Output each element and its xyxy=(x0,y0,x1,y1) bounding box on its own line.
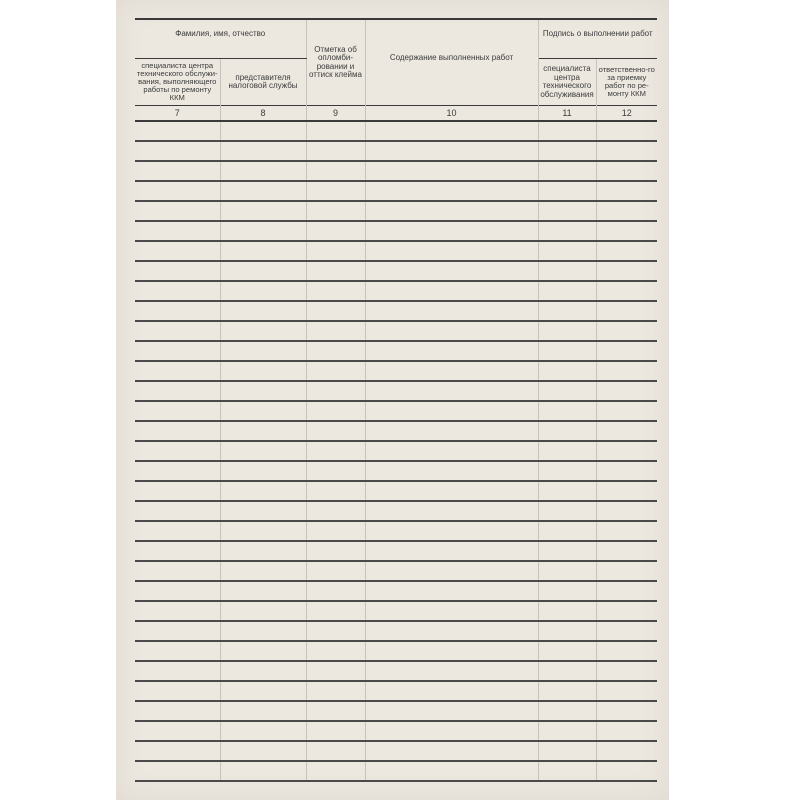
table-cell xyxy=(365,361,538,381)
table-cell xyxy=(538,701,596,721)
table-row xyxy=(135,301,657,321)
acceptor-signature-header: ответственно-го за приемку работ по ре-монту ККМ xyxy=(596,59,657,106)
table-cell xyxy=(220,121,306,141)
table-row xyxy=(135,261,657,281)
table-cell xyxy=(365,421,538,441)
table-cell xyxy=(135,661,220,681)
table-cell xyxy=(538,161,596,181)
table-cell xyxy=(596,561,657,581)
table-cell xyxy=(135,141,220,161)
table-row xyxy=(135,601,657,621)
table-cell xyxy=(220,561,306,581)
table-cell xyxy=(135,361,220,381)
repair-log-table xyxy=(135,18,657,782)
table-cell xyxy=(596,581,657,601)
table-cell xyxy=(135,761,220,781)
table-row xyxy=(135,681,657,701)
table-cell xyxy=(135,321,220,341)
table-cell xyxy=(538,681,596,701)
table-cell xyxy=(135,421,220,441)
table-cell xyxy=(365,681,538,701)
table-cell xyxy=(596,361,657,381)
table-row xyxy=(135,281,657,301)
table-cell xyxy=(220,421,306,441)
table-cell xyxy=(306,441,365,461)
table-cell xyxy=(306,461,365,481)
table-cell xyxy=(596,141,657,161)
column-number: 11 xyxy=(538,106,596,122)
table-row xyxy=(135,181,657,201)
table-cell xyxy=(365,561,538,581)
table-cell xyxy=(365,121,538,141)
table-cell xyxy=(306,661,365,681)
table-cell xyxy=(220,601,306,621)
table-cell xyxy=(306,421,365,441)
table-cell xyxy=(135,581,220,601)
table-cell xyxy=(306,681,365,701)
table-cell xyxy=(596,121,657,141)
table-cell xyxy=(596,161,657,181)
table-cell xyxy=(538,301,596,321)
table-cell xyxy=(135,721,220,741)
table-cell xyxy=(220,181,306,201)
table-cell xyxy=(365,621,538,641)
table-row xyxy=(135,561,657,581)
table-cell xyxy=(538,261,596,281)
table-cell xyxy=(135,181,220,201)
column-number: 8 xyxy=(220,106,306,122)
table-cell xyxy=(135,461,220,481)
table-cell xyxy=(365,341,538,361)
table-cell xyxy=(365,441,538,461)
table-cell xyxy=(306,261,365,281)
table-cell xyxy=(220,301,306,321)
table-cell xyxy=(596,721,657,741)
table-cell xyxy=(596,221,657,241)
table-cell xyxy=(365,721,538,741)
table-cell xyxy=(596,401,657,421)
signature-group-header: Подпись о выполнении работ xyxy=(538,19,657,59)
table-cell xyxy=(220,321,306,341)
table-cell xyxy=(365,161,538,181)
table-cell xyxy=(365,381,538,401)
table-row xyxy=(135,441,657,461)
table-cell xyxy=(596,241,657,261)
table-cell xyxy=(596,201,657,221)
table-cell xyxy=(596,281,657,301)
table-cell xyxy=(538,321,596,341)
table-cell xyxy=(306,741,365,761)
table-cell xyxy=(135,121,220,141)
table-cell xyxy=(220,501,306,521)
table-cell xyxy=(135,741,220,761)
table-body xyxy=(135,121,657,781)
fio-group-header: Фамилия, имя, отчество xyxy=(135,19,306,59)
table-cell xyxy=(538,441,596,461)
table-cell xyxy=(538,461,596,481)
table-cell xyxy=(365,521,538,541)
table-cell xyxy=(365,321,538,341)
table-cell xyxy=(220,141,306,161)
table-cell xyxy=(538,381,596,401)
table-cell xyxy=(538,421,596,441)
table-cell xyxy=(596,421,657,441)
table-cell xyxy=(220,441,306,461)
table-cell xyxy=(538,581,596,601)
table-row xyxy=(135,501,657,521)
table-cell xyxy=(135,261,220,281)
table-cell xyxy=(135,641,220,661)
table-cell xyxy=(365,501,538,521)
table-row xyxy=(135,741,657,761)
table-cell xyxy=(596,501,657,521)
table-cell xyxy=(306,481,365,501)
table-cell xyxy=(135,161,220,181)
table-cell xyxy=(135,601,220,621)
table-cell xyxy=(596,261,657,281)
table-row xyxy=(135,621,657,641)
table-cell xyxy=(306,161,365,181)
table-cell xyxy=(220,221,306,241)
table-cell xyxy=(538,201,596,221)
table-row xyxy=(135,581,657,601)
table-row xyxy=(135,401,657,421)
table-cell xyxy=(538,121,596,141)
table-row xyxy=(135,521,657,541)
table-cell xyxy=(538,641,596,661)
table-cell xyxy=(135,481,220,501)
table-row xyxy=(135,701,657,721)
table-cell xyxy=(365,481,538,501)
table-cell xyxy=(538,481,596,501)
table-cell xyxy=(365,741,538,761)
table-cell xyxy=(596,601,657,621)
table-cell xyxy=(135,501,220,521)
table-cell xyxy=(306,201,365,221)
table-row xyxy=(135,421,657,441)
table-cell xyxy=(135,441,220,461)
table-cell xyxy=(596,341,657,361)
table-cell xyxy=(538,601,596,621)
table-cell xyxy=(220,281,306,301)
table-cell xyxy=(596,641,657,661)
table-cell xyxy=(135,381,220,401)
table-cell xyxy=(538,541,596,561)
table-cell xyxy=(365,261,538,281)
table-row xyxy=(135,241,657,261)
table-cell xyxy=(365,181,538,201)
table-row xyxy=(135,481,657,501)
table-cell xyxy=(306,601,365,621)
table-cell xyxy=(135,201,220,221)
table-row xyxy=(135,721,657,741)
table-cell xyxy=(306,581,365,601)
table-cell xyxy=(538,401,596,421)
column-number: 10 xyxy=(365,106,538,122)
table-cell xyxy=(306,721,365,741)
table-cell xyxy=(135,341,220,361)
table-cell xyxy=(538,741,596,761)
table-cell xyxy=(306,561,365,581)
table-cell xyxy=(596,661,657,681)
table-cell xyxy=(306,501,365,521)
table-row xyxy=(135,361,657,381)
table-cell xyxy=(306,641,365,661)
table-row xyxy=(135,341,657,361)
table-cell xyxy=(365,141,538,161)
table-cell xyxy=(220,381,306,401)
table-cell xyxy=(538,241,596,261)
table-cell xyxy=(365,461,538,481)
table-cell xyxy=(135,521,220,541)
table-cell xyxy=(220,521,306,541)
table-cell xyxy=(135,301,220,321)
table-cell xyxy=(306,701,365,721)
table-cell xyxy=(365,701,538,721)
table-cell xyxy=(538,221,596,241)
table-cell xyxy=(538,721,596,741)
table-cell xyxy=(135,561,220,581)
table-cell xyxy=(538,561,596,581)
work-content-header: Содержание выполненных работ xyxy=(365,19,538,106)
table-cell xyxy=(220,261,306,281)
table-row xyxy=(135,541,657,561)
table-cell xyxy=(538,361,596,381)
table-cell xyxy=(220,461,306,481)
table-cell xyxy=(596,301,657,321)
table-cell xyxy=(538,521,596,541)
table-cell xyxy=(220,241,306,261)
table-row xyxy=(135,221,657,241)
table-cell xyxy=(596,761,657,781)
table-cell xyxy=(538,141,596,161)
table-cell xyxy=(538,181,596,201)
table-cell xyxy=(306,241,365,261)
table-cell xyxy=(220,581,306,601)
service-specialist-name-header: специалиста центра технического обслужи-вания, выполняющего работы по ремонту ККМ xyxy=(135,59,220,106)
column-number: 9 xyxy=(306,106,365,122)
table-cell xyxy=(306,521,365,541)
table-cell xyxy=(135,221,220,241)
table-cell xyxy=(135,281,220,301)
table-cell xyxy=(220,721,306,741)
table-cell xyxy=(596,481,657,501)
table-cell xyxy=(220,741,306,761)
column-number: 12 xyxy=(596,106,657,122)
table-cell xyxy=(135,541,220,561)
table-row xyxy=(135,381,657,401)
table-cell xyxy=(220,621,306,641)
table-cell xyxy=(365,221,538,241)
table-cell xyxy=(365,301,538,321)
table-cell xyxy=(306,301,365,321)
table-cell xyxy=(596,181,657,201)
table-cell xyxy=(306,181,365,201)
table-cell xyxy=(220,481,306,501)
table-cell xyxy=(135,681,220,701)
table-cell xyxy=(306,121,365,141)
table-cell xyxy=(135,701,220,721)
table-cell xyxy=(596,701,657,721)
table-cell xyxy=(365,201,538,221)
table-cell xyxy=(365,601,538,621)
table-cell xyxy=(220,201,306,221)
table-row xyxy=(135,321,657,341)
table-cell xyxy=(220,681,306,701)
seal-mark-header: Отметка об опломби-ровании и оттиск клейма xyxy=(306,19,365,106)
table-cell xyxy=(596,681,657,701)
table-cell xyxy=(220,541,306,561)
table-cell xyxy=(306,341,365,361)
table-cell xyxy=(365,401,538,421)
table-cell xyxy=(365,641,538,661)
table-cell xyxy=(220,761,306,781)
table-cell xyxy=(365,241,538,261)
table-cell xyxy=(538,341,596,361)
table-cell xyxy=(538,661,596,681)
table-cell xyxy=(596,461,657,481)
table-row xyxy=(135,161,657,181)
table-cell xyxy=(220,161,306,181)
table-cell xyxy=(220,401,306,421)
table-cell xyxy=(365,281,538,301)
table-cell xyxy=(220,361,306,381)
table-cell xyxy=(596,621,657,641)
table-row xyxy=(135,121,657,141)
table-cell xyxy=(365,581,538,601)
table-cell xyxy=(306,541,365,561)
table-cell xyxy=(306,621,365,641)
table-cell xyxy=(596,521,657,541)
table-cell xyxy=(220,661,306,681)
table-cell xyxy=(306,321,365,341)
table-cell xyxy=(306,381,365,401)
table-cell xyxy=(306,401,365,421)
table-cell xyxy=(596,741,657,761)
table-row xyxy=(135,141,657,161)
table-cell xyxy=(538,281,596,301)
table-cell xyxy=(306,761,365,781)
table-row xyxy=(135,461,657,481)
table-cell xyxy=(306,361,365,381)
table-cell xyxy=(306,141,365,161)
table-row xyxy=(135,761,657,781)
specialist-signature-header: специалиста центра технического обслуживания xyxy=(538,59,596,106)
table-cell xyxy=(365,761,538,781)
table-cell xyxy=(135,621,220,641)
table-cell xyxy=(596,381,657,401)
table-cell xyxy=(596,441,657,461)
table-cell xyxy=(538,621,596,641)
table-cell xyxy=(538,761,596,781)
table-cell xyxy=(365,661,538,681)
table-row xyxy=(135,641,657,661)
table-cell xyxy=(306,281,365,301)
table-cell xyxy=(538,501,596,521)
table-cell xyxy=(365,541,538,561)
table-row xyxy=(135,661,657,681)
table-row xyxy=(135,201,657,221)
table-cell xyxy=(596,541,657,561)
table-cell xyxy=(596,321,657,341)
table-cell xyxy=(135,241,220,261)
table-cell xyxy=(135,401,220,421)
table-cell xyxy=(220,341,306,361)
column-number: 7 xyxy=(135,106,220,122)
table-cell xyxy=(220,641,306,661)
table-cell xyxy=(306,221,365,241)
tax-representative-header: представителя налоговой службы xyxy=(220,59,306,106)
table-cell xyxy=(220,701,306,721)
